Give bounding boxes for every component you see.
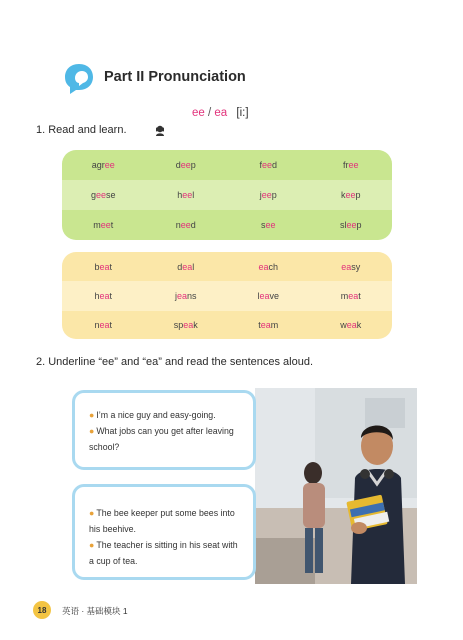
word-part: p	[355, 190, 361, 200]
word-cell	[227, 210, 310, 240]
word-row	[62, 310, 392, 339]
ea-word-table	[62, 252, 392, 339]
word-cell	[145, 210, 228, 240]
highlighted-letters: ea	[348, 291, 359, 301]
highlighted-letters: ee	[180, 160, 191, 170]
word-part: d	[272, 160, 278, 170]
word-part: p	[190, 160, 196, 170]
highlighted-letters: ee	[345, 190, 356, 200]
word-part: sp	[173, 320, 184, 330]
highlighted-letters: ea	[260, 320, 271, 330]
word-cell	[62, 281, 145, 311]
word-cell	[145, 281, 228, 311]
word-part: l	[192, 262, 195, 272]
word-part: j	[174, 291, 177, 301]
word-part: m	[340, 291, 349, 301]
word-part: j	[259, 190, 262, 200]
bullet-icon: ●	[89, 540, 95, 550]
word-part: t	[109, 320, 113, 330]
word-cell	[310, 252, 393, 282]
word-part: w	[340, 320, 347, 330]
phonics-ee: ee	[192, 107, 205, 119]
word-part: m	[270, 320, 279, 330]
book-title: 英语 · 基础模块 1	[62, 606, 128, 616]
highlighted-letters: ea	[259, 291, 270, 301]
word-row	[62, 150, 392, 180]
word-part: ch	[268, 262, 279, 272]
word-cell	[227, 310, 310, 339]
word-part: t	[110, 220, 114, 230]
section-title: Part II Pronunciation	[104, 69, 246, 85]
word-cell	[310, 210, 393, 240]
highlighted-letters: ea	[182, 262, 193, 272]
word-part: b	[94, 262, 100, 272]
highlighted-letters: ee	[348, 160, 359, 170]
word-part: ve	[269, 291, 280, 301]
word-cell	[310, 180, 393, 210]
ee-word-table	[62, 150, 392, 240]
word-part: d	[177, 262, 183, 272]
highlighted-letters: ee	[346, 220, 357, 230]
word-part: k	[193, 320, 198, 330]
word-cell	[310, 150, 393, 180]
word-part: t	[258, 320, 261, 330]
word-cell	[62, 252, 145, 282]
highlighted-letters: ea	[99, 262, 110, 272]
word-part: sl	[339, 220, 347, 230]
word-cell	[62, 150, 145, 180]
bullet-icon: ●	[89, 410, 95, 420]
word-part: agr	[91, 160, 105, 170]
exercise-2-title: 2. Underline “ee” and “ea” and read the sentences aloud.	[36, 356, 314, 368]
word-part: sy	[351, 262, 361, 272]
word-part: fr	[342, 160, 349, 170]
word-row	[62, 210, 392, 240]
word-cell	[310, 310, 393, 339]
word-part: k	[356, 320, 362, 330]
highlighted-letters: ea	[183, 320, 194, 330]
word-part: t	[109, 262, 113, 272]
phonics-separator: /	[204, 107, 215, 119]
phonics-ipa: [i:]	[236, 107, 249, 119]
word-cell	[145, 310, 228, 339]
speech-head-icon	[64, 63, 94, 95]
word-part: se	[106, 190, 116, 200]
word-part: d	[175, 160, 181, 170]
word-part: d	[190, 220, 196, 230]
word-cell	[62, 310, 145, 339]
sentence-3-cont: his beehive.	[89, 524, 136, 534]
word-row	[62, 281, 392, 311]
highlighted-letters: ee	[100, 220, 111, 230]
sentence-4-cont: a cup of tea.	[89, 556, 138, 566]
highlighted-letters: ea	[99, 291, 110, 301]
word-part: f	[259, 160, 262, 170]
word-cell	[227, 150, 310, 180]
highlighted-letters: ee	[104, 160, 115, 170]
highlighted-letters: ea	[99, 320, 110, 330]
word-part: l	[192, 190, 195, 200]
word-part: n	[94, 320, 100, 330]
word-row	[62, 252, 392, 282]
highlighted-letters: ee	[265, 220, 276, 230]
exercise-1-title: 1. Read and learn.	[36, 124, 127, 136]
word-part: h	[177, 190, 183, 200]
highlighted-letters: ee	[95, 190, 106, 200]
word-part: n	[175, 220, 181, 230]
word-cell	[145, 180, 228, 210]
sentence-1: ● I’m a nice guy and easy-going.	[89, 410, 216, 420]
word-part: t	[109, 291, 113, 301]
word-part: t	[358, 291, 361, 301]
word-cell	[62, 180, 145, 210]
bullet-icon: ●	[89, 508, 95, 518]
word-part: ns	[187, 291, 197, 301]
highlighted-letters: ea	[258, 262, 269, 272]
highlighted-letters: ee	[180, 220, 191, 230]
sentence-2: ● What jobs can you get after leaving	[89, 426, 234, 436]
student-photo	[255, 388, 417, 584]
phonics-heading	[192, 107, 249, 119]
highlighted-letters: ee	[182, 190, 193, 200]
highlighted-letters: ea	[176, 291, 187, 301]
word-part: l	[257, 291, 260, 301]
word-cell	[310, 281, 393, 311]
listening-icon[interactable]	[154, 124, 166, 136]
word-part: g	[90, 190, 96, 200]
word-part: m	[93, 220, 101, 230]
highlighted-letters: ee	[261, 160, 272, 170]
highlighted-letters: ee	[261, 190, 272, 200]
highlighted-letters: ea	[341, 262, 352, 272]
word-row	[62, 180, 392, 210]
word-part: k	[340, 190, 346, 200]
word-cell	[227, 281, 310, 311]
word-part: p	[356, 220, 362, 230]
sentence-2-cont: school?	[89, 442, 120, 452]
sentence-4: ● The teacher is sitting in his seat with	[89, 540, 238, 550]
word-cell	[145, 252, 228, 282]
page-number: 18	[33, 601, 51, 619]
highlighted-letters: ea	[346, 320, 357, 330]
word-cell	[227, 180, 310, 210]
sentence-3: ● The bee keeper put some bees into	[89, 508, 235, 518]
word-cell	[227, 252, 310, 282]
sentence-bubble-1	[72, 390, 256, 470]
phonics-ea: ea	[214, 107, 228, 119]
word-cell	[62, 210, 145, 240]
word-cell	[145, 150, 228, 180]
word-part: p	[271, 190, 277, 200]
sentence-bubble-2	[72, 484, 256, 580]
word-part: s	[260, 220, 266, 230]
bullet-icon: ●	[89, 426, 95, 436]
word-part: h	[94, 291, 100, 301]
